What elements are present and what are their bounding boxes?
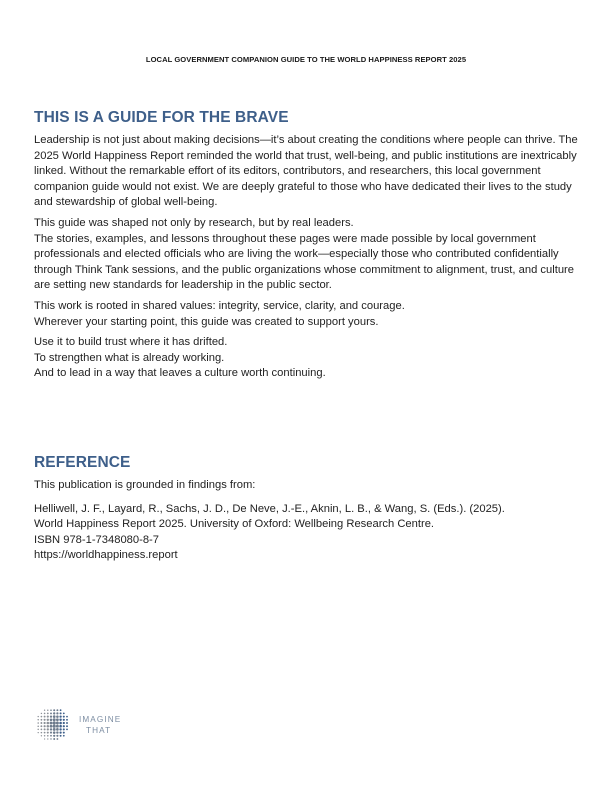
intro-paragraph-3 — [34, 299, 582, 330]
citation-line-2: World Happiness Report 2025. University of Oxford: Wellbeing Research Centre. — [34, 518, 435, 531]
reference-intro: This publication is grounded in findings from: — [34, 479, 256, 491]
section-heading-brave: THIS IS A GUIDE FOR THE BRAVE — [34, 109, 289, 126]
section-heading-reference: REFERENCE — [34, 454, 131, 471]
intro-paragraph-4 — [34, 335, 582, 382]
intro-paragraph-1: Leadership is not just about making decisions—it’s about creating the conditions where people can thrive. The 2025 World Happiness Report reminded the world that trust, well-being, and public institutions are inextricably linked. Without the remarkable effort of its editors, contributors, and researchers, this local government companion guide would not exist. We are deeply grateful to those who have dedicated their lives to the study and stewardship of global well-being. — [34, 134, 578, 209]
dotted-globe-icon — [32, 703, 76, 747]
logo-text-imagine: IMAGINE — [79, 715, 122, 724]
intro-p4-line-2: To strengthen what is already working. — [34, 351, 225, 364]
intro-section — [34, 108, 582, 387]
citation-isbn: ISBN 978-1-7348080-8-7 — [34, 533, 160, 546]
citation-line-1: Helliwell, J. F., Layard, R., Sachs, J. D., De Neve, J.-E., Aknin, L. B., & Wang, S. (Eds.). (2025). — [34, 502, 505, 515]
intro-paragraph-2 — [34, 216, 582, 294]
logo-text-that: THAT — [86, 726, 112, 735]
imagine-that-logo — [32, 703, 122, 749]
intro-p3-line-2: Wherever your starting point, this guide was created to support yours. — [34, 315, 379, 328]
reference-citation — [34, 502, 582, 564]
running-header: LOCAL GOVERNMENT COMPANION GUIDE TO THE WORLD HAPPINESS REPORT 2025 — [145, 55, 467, 64]
reference-section — [34, 453, 582, 569]
intro-p2-line-1: This guide was shaped not only by research, but by real leaders. — [34, 216, 354, 229]
intro-p3-line-1: This work is rooted in shared values: integrity, service, clarity, and courage. — [34, 299, 405, 312]
intro-p4-line-3: And to lead in a way that leaves a culture worth continuing. — [34, 367, 326, 380]
intro-p4-line-1: Use it to build trust where it has drifted. — [34, 336, 228, 349]
citation-url: https://worldhappiness.report — [34, 549, 178, 562]
intro-p2-line-2: The stories, examples, and lessons throughout these pages were made possible by local government professionals and elected officials who are living the work—especially those who contributed confidentially through Think Tank sessions, and the public organizations whose commitment to alignment, trust, and culture are setting new standards for leadership in the public sector. — [34, 232, 574, 292]
